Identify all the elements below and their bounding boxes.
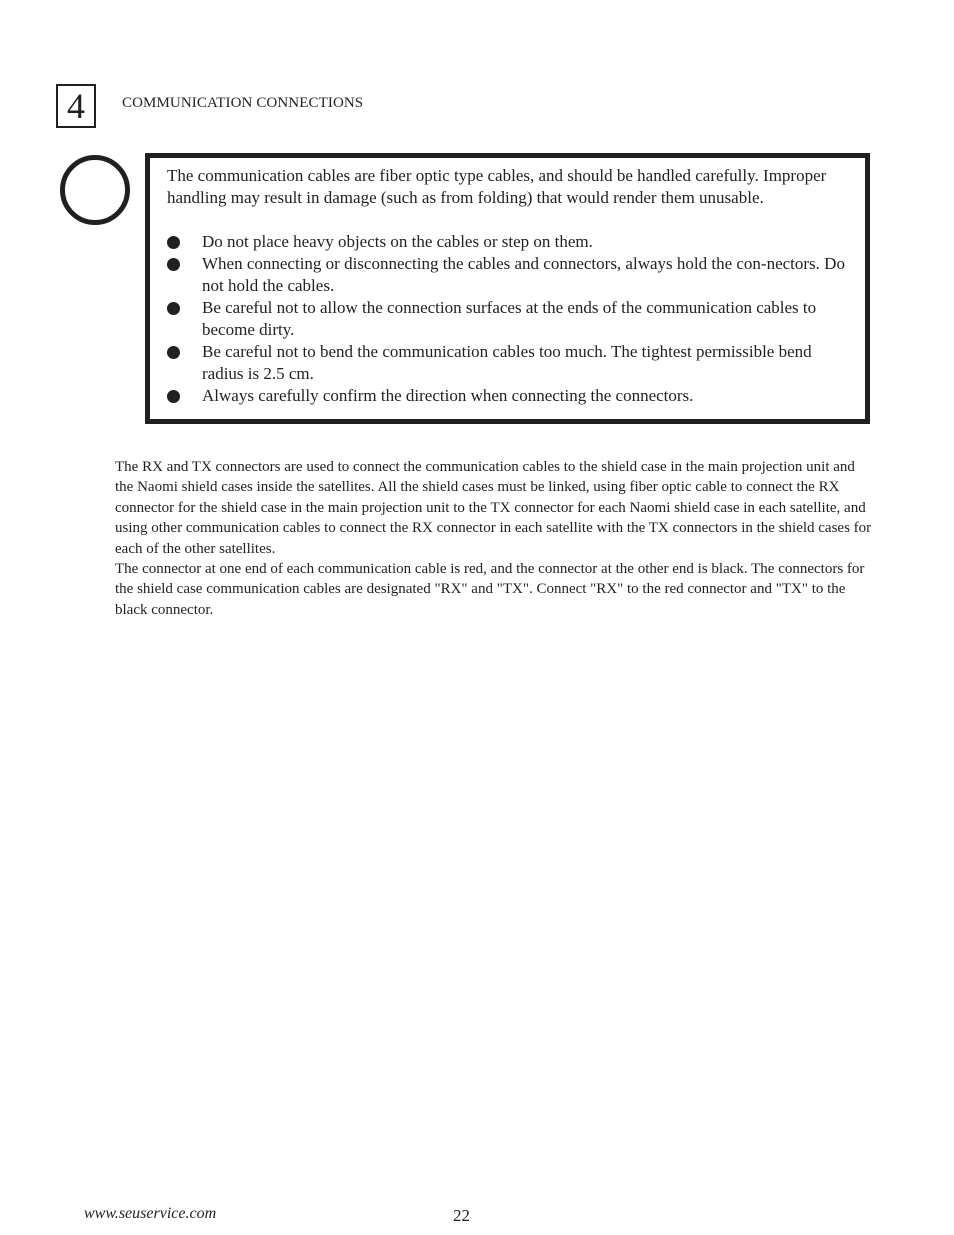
bullet-icon: [167, 390, 180, 403]
footer-url: www.seuservice.com: [84, 1205, 217, 1222]
section-number: 4: [67, 86, 85, 126]
caution-box: [145, 153, 870, 424]
caution-item-text: Always carefully confirm the direction when connecting the connectors.: [202, 386, 694, 405]
caution-item-text: Be careful not to allow the connection surfaces at the ends of the communication cables to become dirty.: [202, 298, 817, 339]
bullet-icon: [167, 346, 180, 359]
caution-item-text: Be careful not to bend the communication cables too much. The tightest permissible bend radius is 2.5 cm.: [202, 342, 812, 383]
caution-item: [167, 341, 857, 385]
caution-item: [167, 385, 857, 407]
bullet-icon: [167, 302, 180, 315]
caution-item: [167, 231, 857, 253]
caution-item-text: When connecting or disconnecting the cables and connectors, always hold the con-nectors. Do not hold the cables.: [202, 254, 845, 295]
caution-item-text: Do not place heavy objects on the cables or step on them.: [202, 232, 593, 251]
caution-list: [167, 231, 857, 407]
body-paragraph: The RX and TX connectors are used to connect the communication cables to the shield case in the main projection unit and the Naomi shield cases inside the satellites. All the shield cases must be linked, using fiber optic cable to connect the RX connector for the shield case in the main projection unit to the TX connector for each Naomi shield case in each satellite, and using other communication cables to connect the RX connector in each satellite with the TX connectors in the shield cases for each of the other satellites.: [115, 459, 872, 557]
bullet-icon: [167, 258, 180, 271]
body-paragraph: The connector at one end of each communication cable is red, and the connector at the other end is black. The connectors for the shield case communication cables are designated "RX" and "TX". Connect "RX" to the red connector and "TX" to the black connector.: [115, 561, 865, 618]
caution-intro: The communication cables are fiber optic type cables, and should be handled carefully. Improper handling may result in damage (such as from folding) that would render them unusable.: [167, 166, 827, 207]
caution-circle-icon: [60, 155, 130, 225]
caution-item: [167, 297, 857, 341]
section-number-box: [56, 84, 96, 128]
caution-item: [167, 253, 857, 297]
page-number: 22: [453, 1206, 470, 1225]
body-text: [115, 457, 875, 620]
section-title: COMMUNICATION CONNECTIONS: [122, 95, 364, 111]
bullet-icon: [167, 236, 180, 249]
